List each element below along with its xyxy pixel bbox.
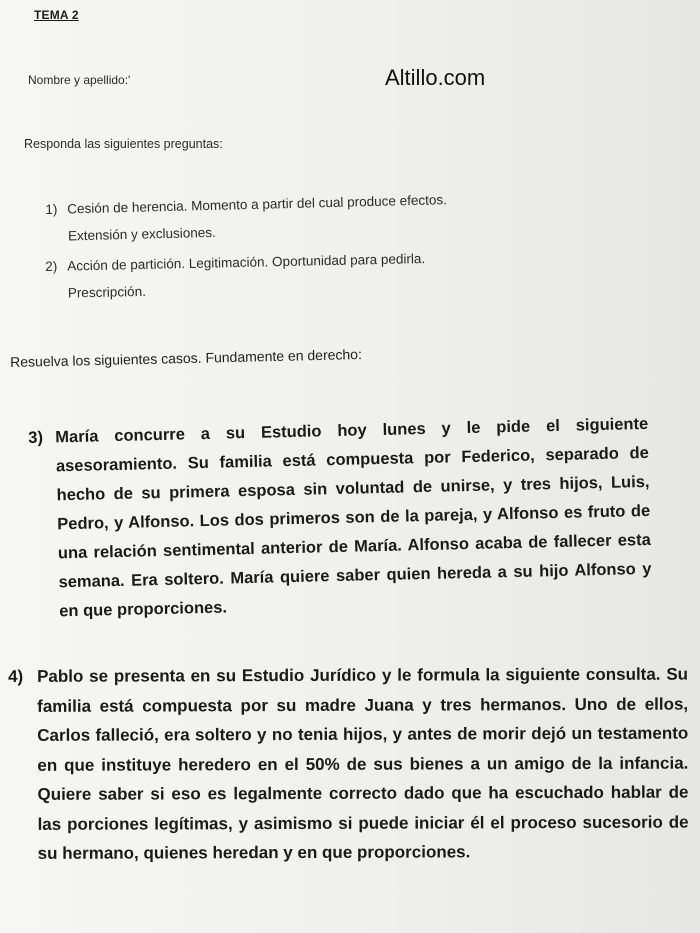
case-4 <box>8 660 689 869</box>
question-text-continued: Prescripción. <box>67 283 147 301</box>
question-number: 1) <box>45 201 58 217</box>
case-number: 4) <box>8 666 24 686</box>
question-number: 2) <box>45 258 58 274</box>
question-text: Cesión de herencia. Momento a partir del cual produce efectos. <box>67 192 448 217</box>
case-3 <box>28 410 652 627</box>
case-text: María concurre a su Estudio hoy lunes y le pide el siguiente asesoramiento. Su familia está compuesta por Federico, separado de hecho de su primera esposa sin voluntad de unirse, y tres hijos, Luis, Pedro, y Alfonso. Los dos primeros son de la pareja, y Alfonso es fruto de una relación sentimental anterior de María. Alfonso acaba de fallecer esta semana. Era soltero. María quiere saber quien hereda a su hijo Alfonso y en que proporciones. <box>55 414 652 621</box>
question-2 <box>45 241 636 307</box>
cases-heading: Resuelva los siguientes casos. Fundamente en derecho: <box>10 346 363 370</box>
questions-instruction: Responda las siguientes preguntas: <box>24 137 223 151</box>
exam-title: TEMA 2 <box>34 8 79 22</box>
watermark-text: Altillo.com <box>385 65 486 90</box>
case-number: 3) <box>28 428 44 447</box>
name-field-label: Nombre y apellido:' <box>28 73 131 87</box>
case-text: Pablo se presenta en su Estudio Jurídico y le formula la siguiente consulta. Su familia está compuesta por su madre Juana y tres hermanos. Uno de ellos, Carlos falleció, era soltero y no tenia hijos, y antes de morir dejó un testamento en que instituye heredero en el 50% de sus bienes a un amigo de la infancia. Quiere saber si eso es legalmente correcto dado que ha escuchado hablar de las porciones legítimas, y asimismo si puede iniciar él el proceso sucesorio de su hermano, quienes heredan y en que proporciones. <box>37 664 689 863</box>
question-1 <box>45 182 636 250</box>
question-text-continued: Extensión y exclusiones. <box>67 224 216 244</box>
question-text: Acción de partición. Legitimación. Oportunidad para pedirla. <box>67 251 426 274</box>
